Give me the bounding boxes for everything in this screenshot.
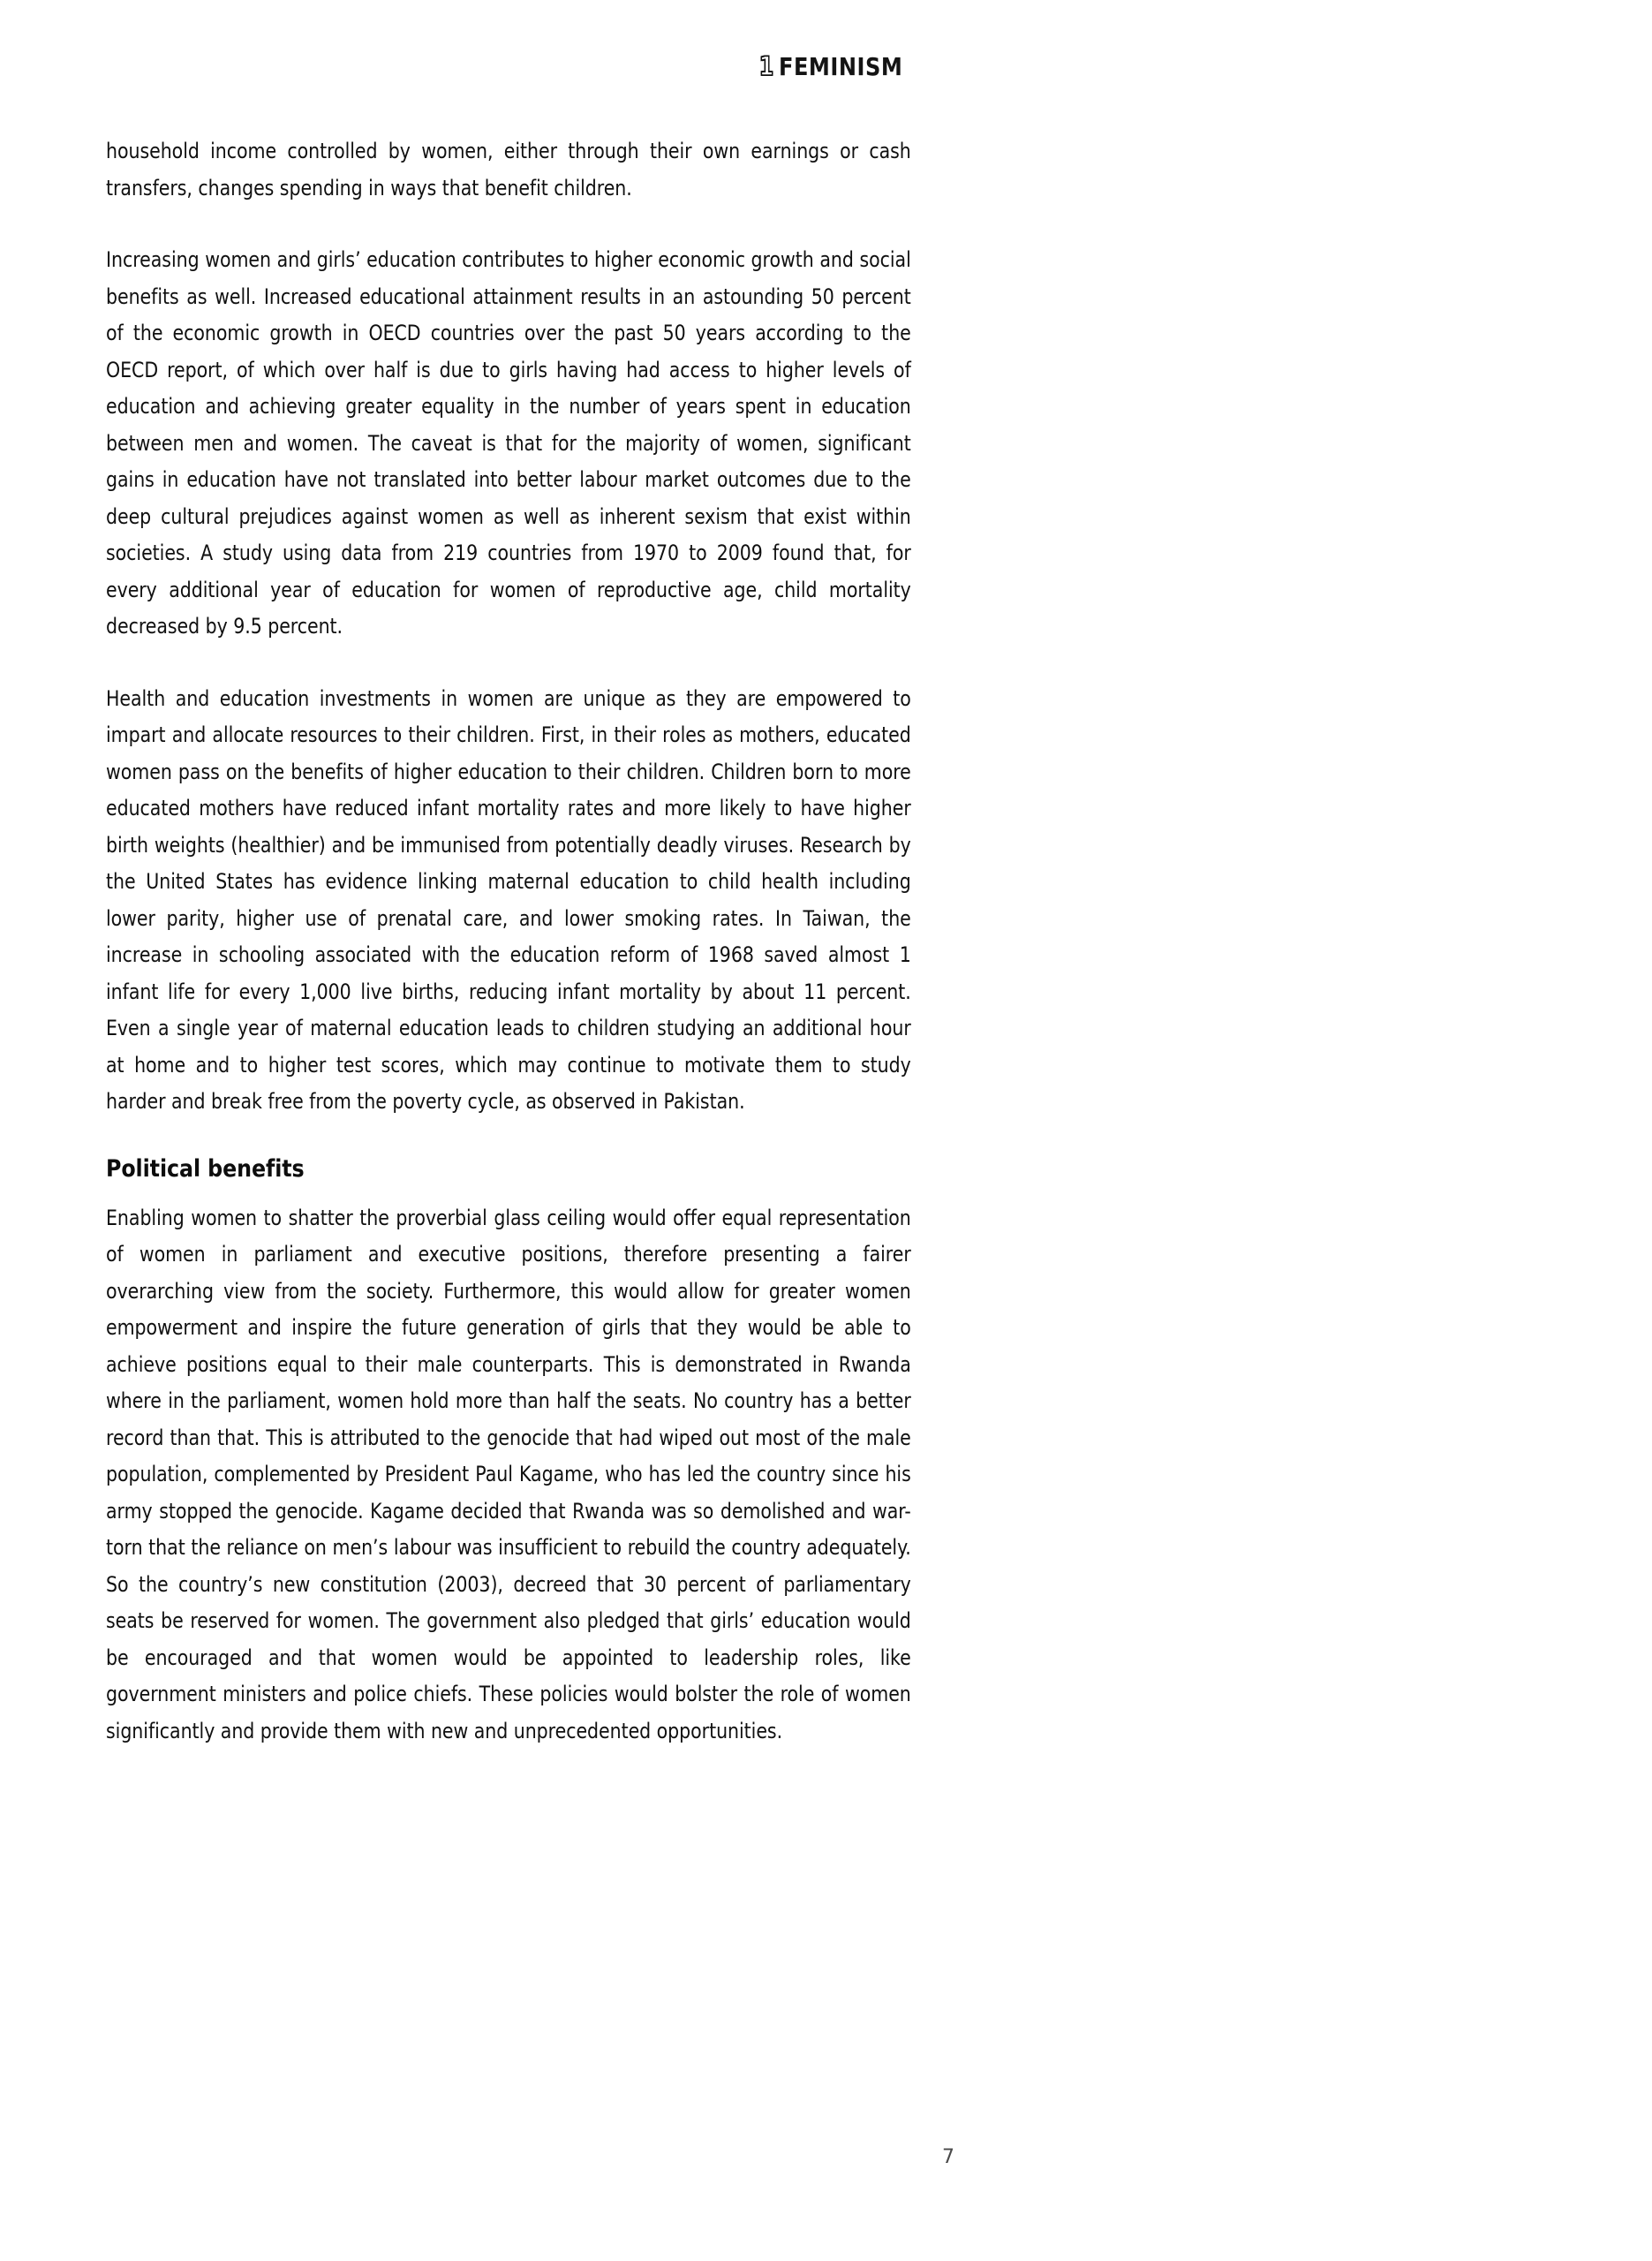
paragraph-political-benefits: Enabling women to shatter the proverbial glass ceiling would offer equal representation of women in parliament and executive positions, therefore presenting a fairer overarching view from the society. Furthermore, this would allow for greater women empowerment and inspire the future generation of girls that they would be able to achieve positions equal to their male counterparts. This is demonstrated in Rwanda where in the parliament, women hold more than half the seats. No country has a better record than that. This is attributed to the genocide that had wiped out most of the male population, complemented by President Paul Kagame, who has led the country since his army stopped the genocide. Kagame decided that Rwanda was so demolished and war-torn that the reliance on men’s labour was insufficient to rebuild the country adequately. So the country’s new constitution (2003), decreed that 30 percent of parliamentary seats be reserved for women. The government also pledged that girls’ education would be encouraged and that women would be appointed to leadership roles, like government ministers and police chiefs. These policies would bolster the role of women significantly and provide them with new and unprecedented opportunities.	[106, 1204, 911, 1743]
chapter-title: FEMINISM	[778, 52, 903, 81]
page-number: 7	[942, 2146, 954, 2168]
paragraph-health-education-investments: Health and education investments in women are unique as they are empowered to impart and allocate resources to their children. First, in their roles as mothers, educated women pass on the benefits of higher education to their children. Children born to more educated mothers have reduced infant mortality rates and more likely to have higher birth weights (healthier) and be immunised from potentially deadly viruses. Research by the United States has evidence linking maternal education to child health including lower parity, higher use of prenatal care, and lower smoking rates. In Taiwan, the increase in schooling associated with the education reform of 1968 saved almost 1 infant life for every 1,000 live births, reducing infant mortality by about 11 percent. Even a single year of maternal education leads to children studying an additional hour at home and to higher test scores, which may continue to motivate them to study harder and break free from the poverty cycle, as observed in Pakistan.	[106, 684, 911, 1114]
section-heading-political-benefits: Political benefits	[106, 1154, 305, 1183]
paragraph-continuation: household income controlled by women, either through their own earnings or cash transfers, changes spending in ways that benefit children.	[106, 138, 911, 200]
running-header	[0, 51, 1652, 81]
body-text-column	[106, 132, 911, 1749]
paragraph-education-economic-growth: Increasing women and girls’ education contributes to higher economic growth and social benefits as well. Increased educational attainment results in an astounding 50 percent of the economic growth in OECD countries over the past 50 years according to the OECD report, of which over half is due to girls having had access to higher levels of education and achieving greater equality in the number of years spent in education between men and women. The caveat is that for the majority of women, significant gains in education have not translated into better labour market outcomes due to the deep cultural prejudices against women as well as inherent sexism that exist within societies. A study using data from 219 countries from 1970 to 2009 found that, for every additional year of education for women of reproductive age, child mortality decreased by 9.5 percent.	[106, 246, 911, 639]
chapter-number: 1	[758, 51, 774, 81]
